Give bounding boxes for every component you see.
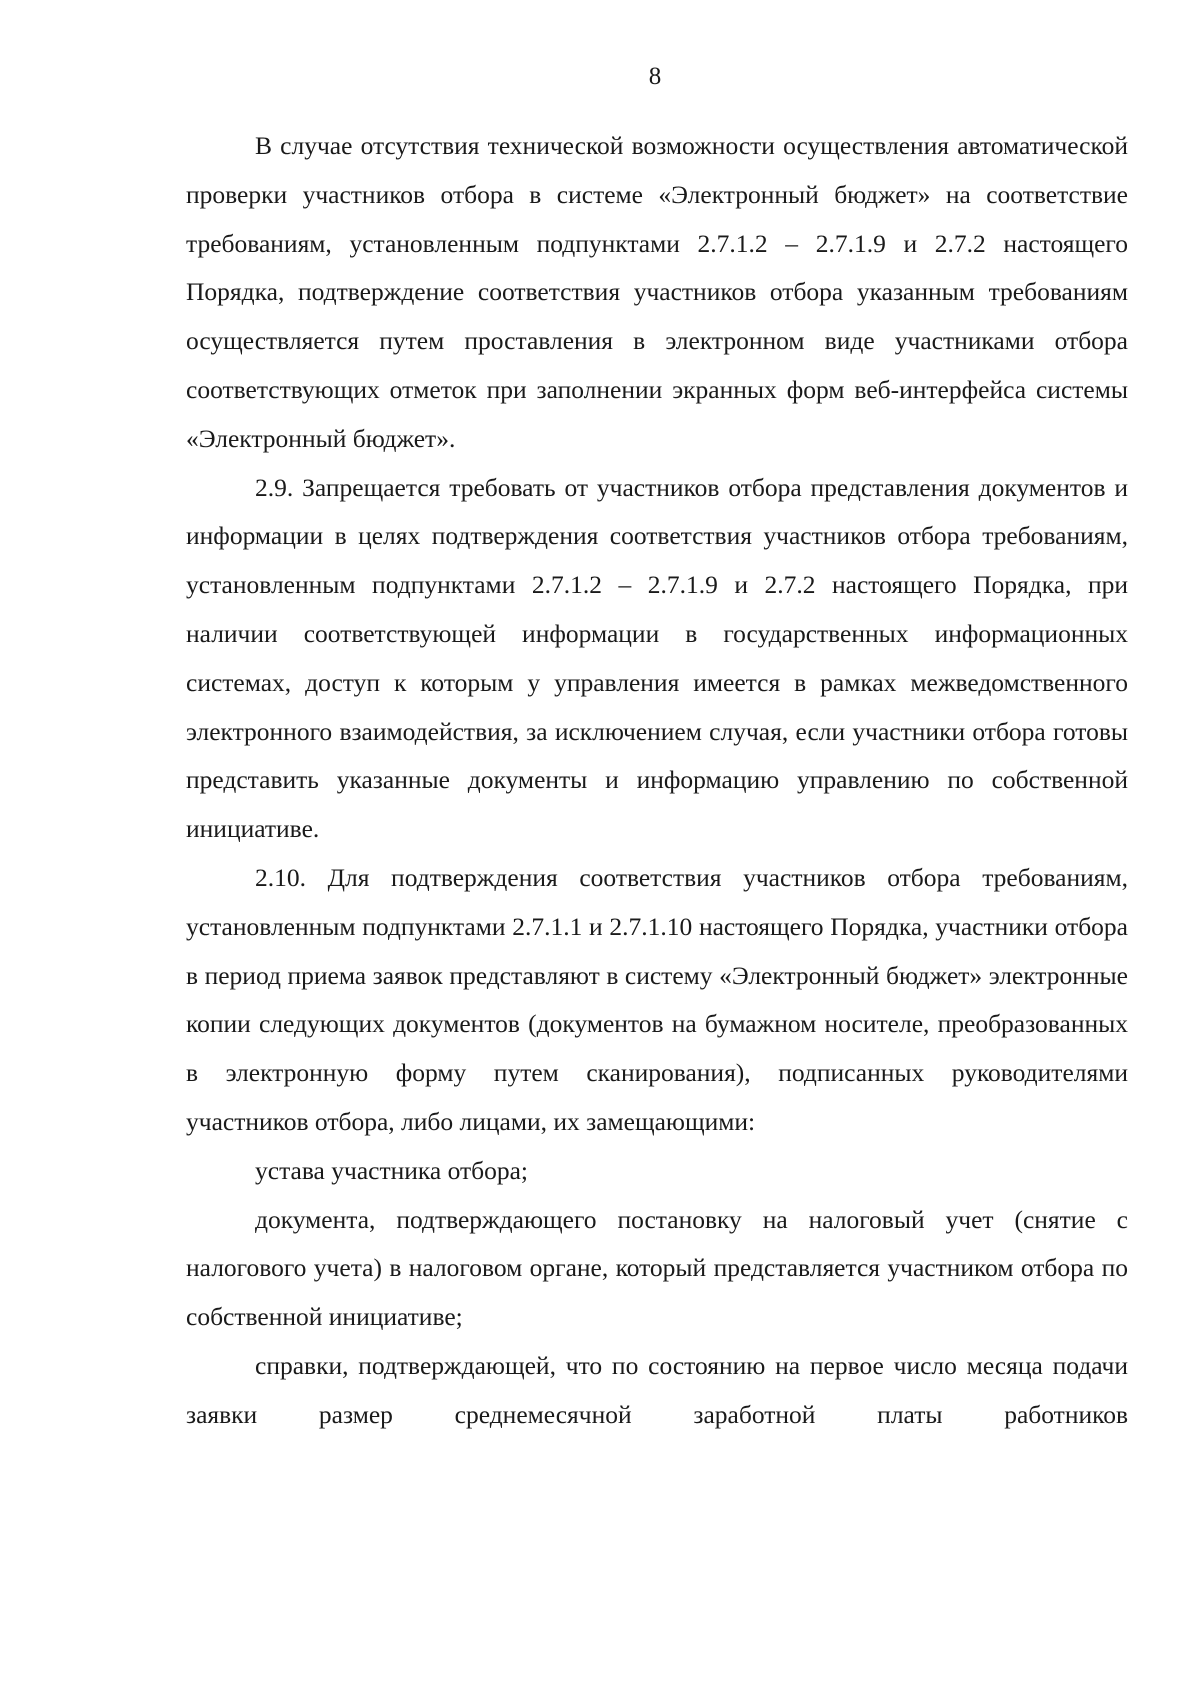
- paragraph-2-10: 2.10. Для подтверждения соответствия участников отбора требованиям, установленным подпунктами 2.7.1.1 и 2.7.1.10 настоящего Порядка, участники отбора в период приема заявок представляют в систему «Электронный бюджет» электронные копии следующих документов (документов на бумажном носителе, преобразованных в электронную форму путем сканирования), подписанных руководителями участников отбора, либо лицами, их замещающими:: [186, 862, 1128, 1136]
- paragraph-charter: устава участника отбора;: [255, 1155, 529, 1185]
- paragraph-electronic-budget-check: В случае отсутствия технической возможности осуществления автоматической проверки участников отбора в системе «Электронный бюджет» на соответствие требованиям, установленным подпунктами 2.7.1.2 – 2.7.1.9 и 2.7.2 настоящего Порядка, подтверждение соответствия участников отбора указанным требованиям осуществляется путем проставления в электронном виде участниками отбора соответствующих отметок при заполнении экранных форм веб-интерфейса системы «Электронный бюджет».: [186, 131, 1128, 453]
- paragraph-2-9: 2.9. Запрещается требовать от участников отбора представления документов и информации в целях подтверждения соответствия участников отбора требованиям, установленным подпунктами 2.7.1.2 – 2.7.1.9 и 2.7.2 настоящего Порядка, при наличии соответствующей информации в государственных информационных системах, доступ к которым у управления имеется в рамках межведомственного электронного взаимодействия, за исключением случая, если участники отбора готовы представить указанные документы и информацию управлению по собственной инициативе.: [186, 472, 1128, 844]
- paragraph-salary-certificate: справки, подтверждающей, что по состоянию на первое число месяца подачи заявки размер среднемесячной заработной платы работников: [186, 1350, 1128, 1429]
- document-body: [186, 122, 1128, 1440]
- page-number: 8: [648, 63, 662, 90]
- paragraph-tax-registration: документа, подтверждающего постановку на налоговый учет (снятие с налогового учета) в налоговом органе, который представляется участником отбора по собственной инициативе;: [186, 1204, 1128, 1332]
